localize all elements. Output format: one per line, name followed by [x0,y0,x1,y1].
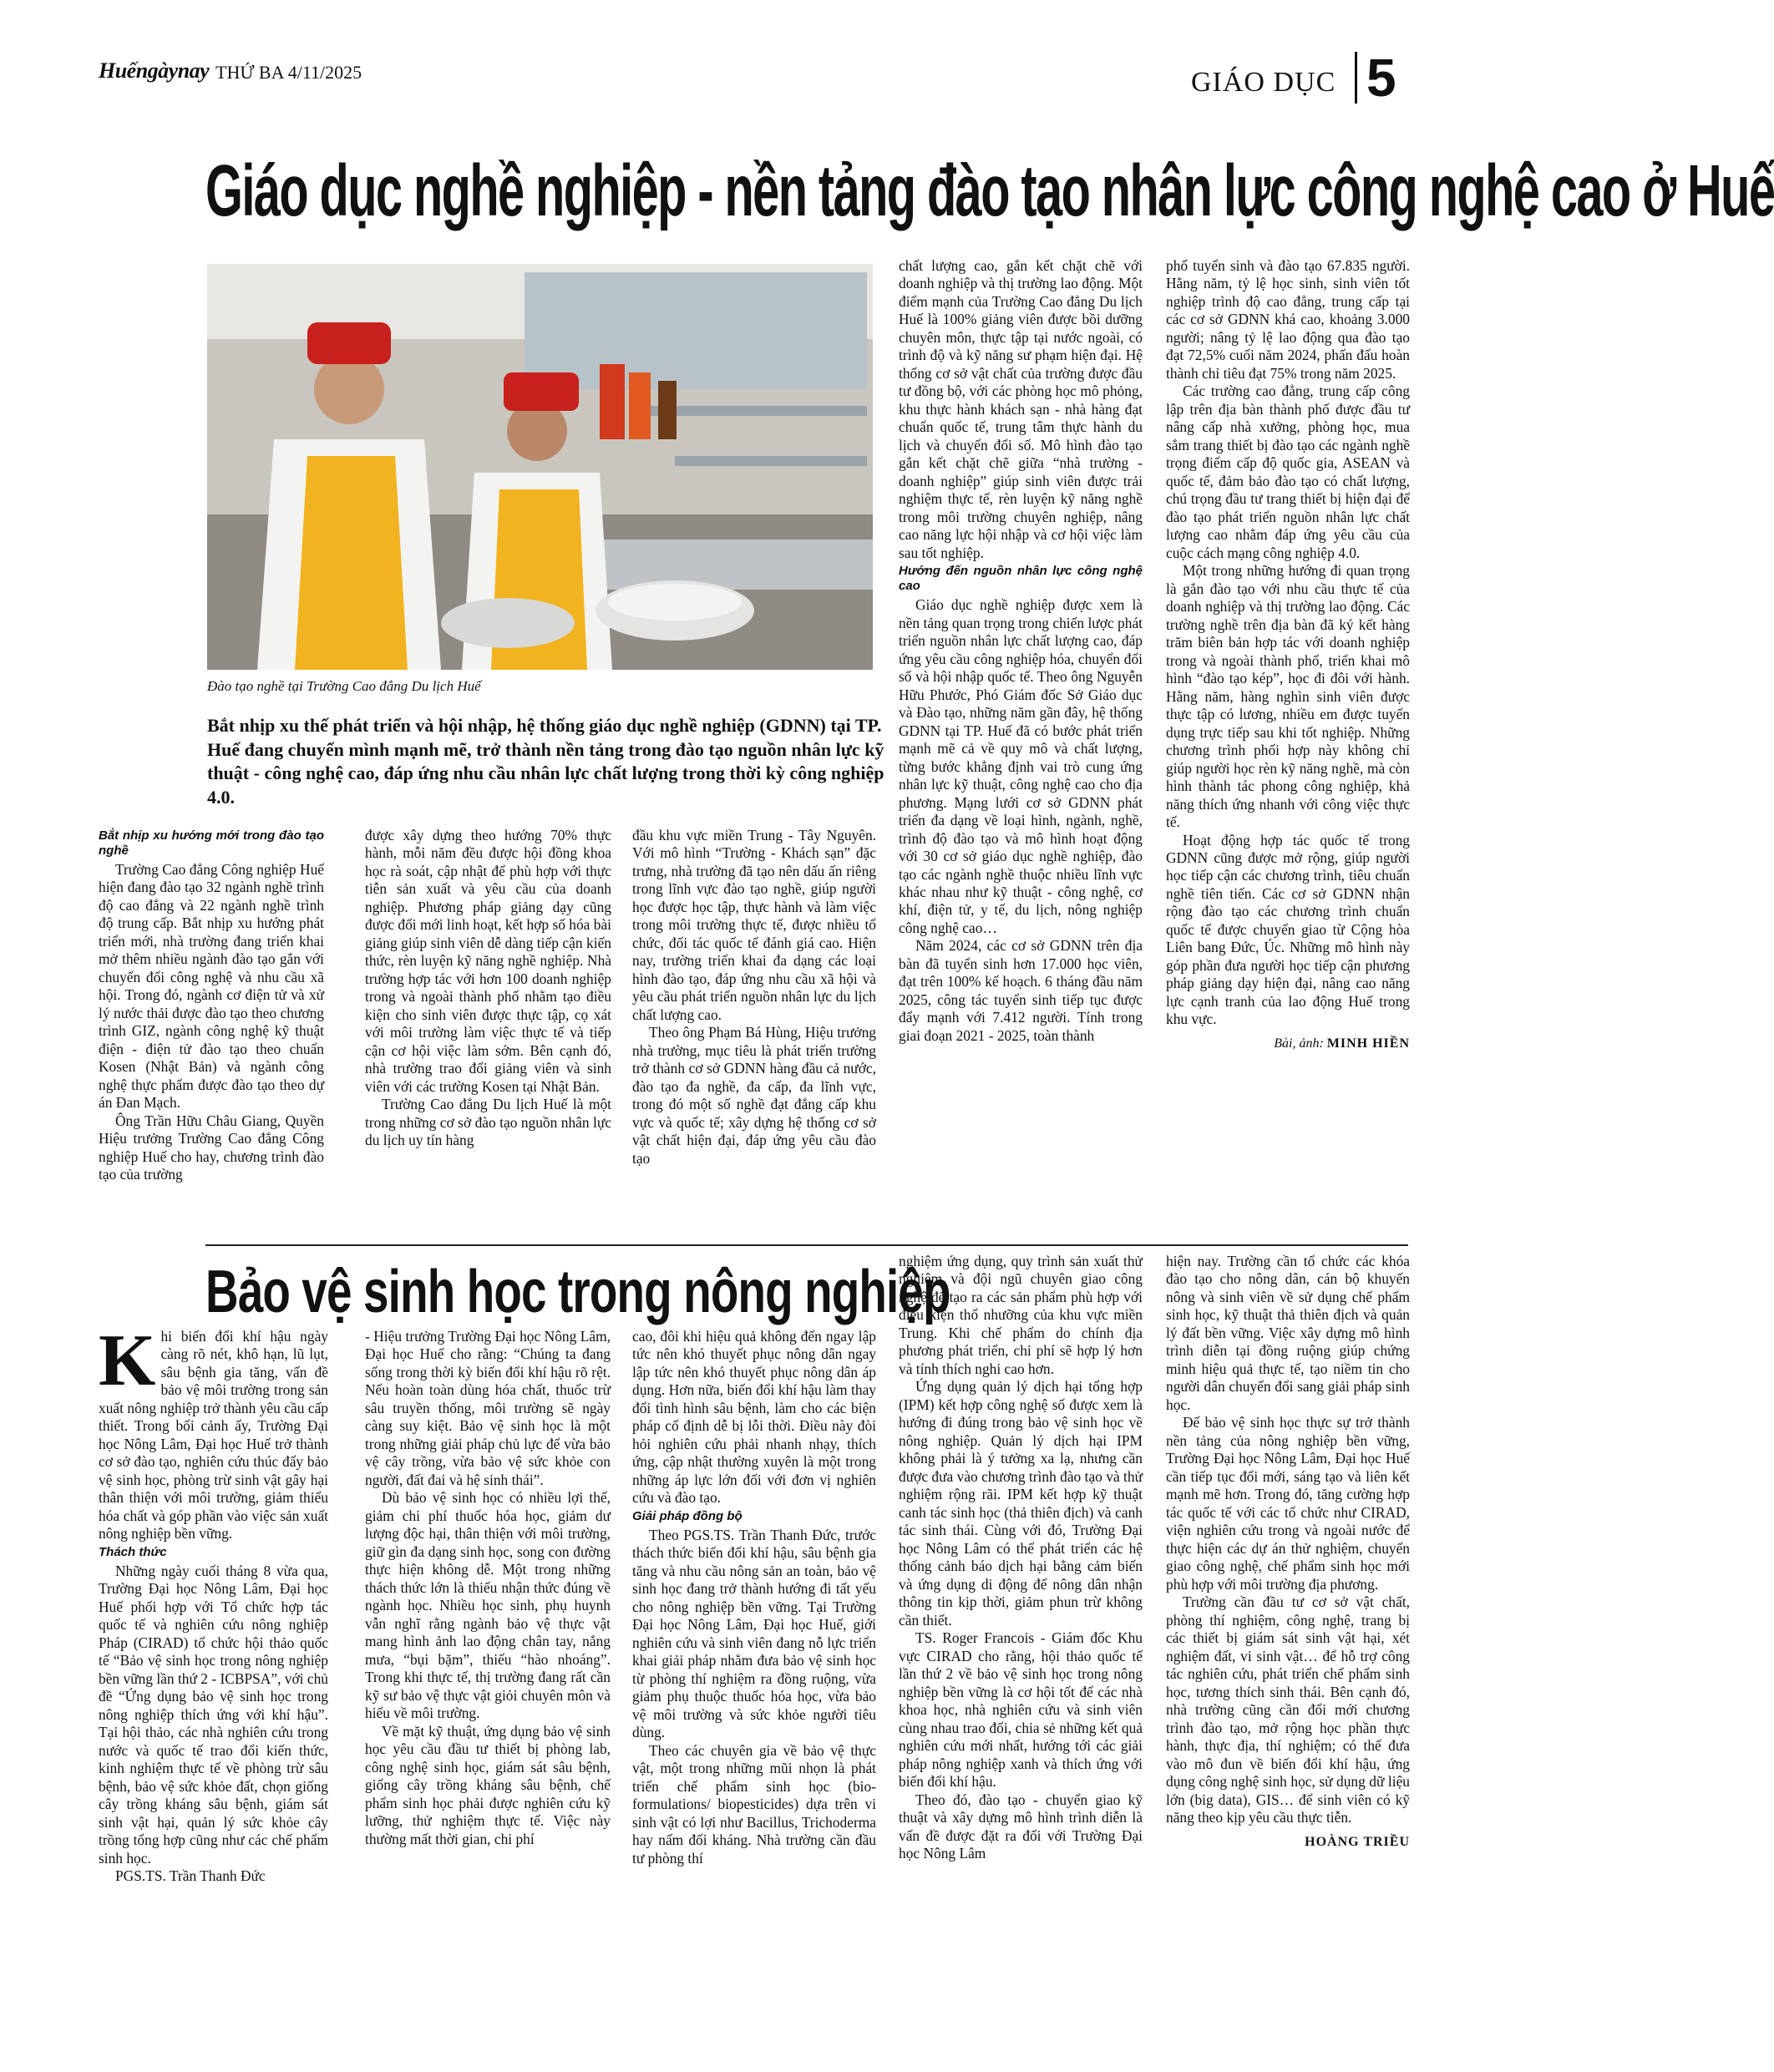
article2-paragraph: Theo đó, đào tạo - chuyển giao kỹ thuật và xây dựng mô hình trình diễn là vấn đề được đặt ra đối với Trường Đại học Nông Lâm [899,1791,1143,1862]
article1-paragraph: Theo ông Phạm Bá Hùng, Hiệu trưởng nhà trường, mục tiêu là phát triển trường trở thành cơ sở GDNN hàng đầu cả nước, đào tạo đa nghề, đa cấp, đa lĩnh vực, trong đó một số nghề đạt đẳng cấp khu vực và quốc tế; xây dựng hệ thống cơ sở vật chất hiện đại, đáp ứng yêu cầu đào tạo [632,1024,876,1167]
article2-paragraph: hiện nay. Trường cần tổ chức các khóa đào tạo cho nông dân, cán bộ khuyến nông và sinh viên về sử dụng chế phẩm sinh học, kỹ thuật thả thiên địch và quản lý đất bền vững. Việc xây dựng mô hình trình diễn tại đồng ruộng giúp chứng minh hiệu quả thực tế, tạo niềm tin cho người dân chuyển đổi sang giải pháp sinh học. [1166,1253,1410,1413]
article1-column-1 [99,827,324,1184]
header-divider [1355,52,1357,104]
article1-subhead-1: Bắt nhịp xu hướng mới trong đào tạo nghề [99,828,324,858]
section-label: GIÁO DỤC [1191,67,1336,98]
drop-cap: K [99,1320,156,1401]
article1-column-4 [899,257,1143,1045]
article2-paragraph: Theo các chuyên gia về bảo vệ thực vật, một trong những mũi nhọn là phát triển chế phẩm sinh học (bio-formulations/ biopesticides) dựa trên vi sinh vật có lợi như Bacillus, Trichoderma hay nấm đối kháng. Nhà trường cần đầu tư phòng thí [632,1741,876,1867]
article2-paragraph: Về mặt kỹ thuật, ứng dụng bảo vệ sinh học yêu cầu đầu tư thiết bị phòng lab, công nghệ sinh học, giám sát sâu bệnh, giống cây trồng kháng sâu bệnh, chế phẩm sinh học phải được nghiên cứu kỹ lưỡng, thử nghiệm thực tế. Việc này thường mất thời gian, chi phí [365,1722,611,1847]
article2-column-2 [365,1328,611,1848]
article2-paragraph: - Hiệu trưởng Trường Đại học Nông Lâm, Đại học Huế cho rằng: “Chúng ta đang sống trong thời kỳ biến đổi khí hậu rõ rệt. Nếu hoàn toàn dùng hóa chất, thuốc trừ sâu truyền thống, môi trường sẽ ngày càng suy kiệt. Bảo vệ sinh học là một trong những giải pháp chủ lực để vừa bảo vệ cây trồng, vừa bảo vệ sức khỏe con người, đất đai và hệ sinh thái”. [365,1328,611,1488]
article2-paragraph: Những ngày cuối tháng 8 vừa qua, Trường Đại học Nông Lâm, Đại học Huế phối hợp với Tổ chức hợp tác quốc tế và nghiên cứu nông nghiệp Pháp (CIRAD) tổ chức hội thảo quốc tế “Bảo vệ sinh học trong nông nghiệp bền vững lần thứ 2 - ICBPSA”, với chủ đề “Ứng dụng bảo vệ sinh học trong nông nghiệp thích ứng với khí hậu”. Tại hội thảo, các nhà nghiên cứu trong nước và quốc tế trao đổi kiến thức, kinh nghiệm thực tế về phòng trừ sâu bệnh, bảo vệ sức khỏe đất, chọn giống cây trồng kháng sâu bệnh, giám sát sinh vật hại, quản lý sức khỏe cây trồng tổng hợp cũng như các chế phẩm sinh học. [99,1562,328,1867]
article1-paragraph: Trường Cao đẳng Công nghiệp Huế hiện đang đào tạo 32 ngành nghề trình độ cao đẳng và 22 ngành nghề trình độ trung cấp. Bắt nhịp xu hướng phát triển mới, nhà trường đang triển khai mở thêm nhiều ngành đào tạo gắn với chuyển đổi công nghệ và nhu cầu xã hội. Trong đó, ngành cơ điện tử và xử lý nước thải được đào tạo theo chương trình GIZ, ngành công nghệ kỹ thuật điện - điện tử đào tạo theo chuẩn Kosen (Nhật Bản) và ngành công nghệ thực phẩm được đào tạo theo dự án Đan Mạch. [99,861,324,1112]
article2-subhead-1: Thách thức [99,1544,167,1559]
article2-paragraph: cao, đôi khi hiệu quả không đến ngay lập tức nên khó thuyết phục nông dân ngay lập tức nên khó thuyết phục nông dân áp dụng. Hơn nữa, biến đổi khí hậu làm thay đổi tình hình sâu bệnh, làm cho các biện pháp cố định dễ bị lỗi thời. Điều này đòi hỏi nghiên cứu phải nhanh nhạy, thích ứng, cập nhật thường xuyên là một trong những áp lực lớn đối với đơn vị nghiên cứu và đào tạo. [632,1328,876,1507]
article2-paragraph: Để bảo vệ sinh học thực sự trở thành nền tảng của nông nghiệp bền vững, Trường Đại học Nông Lâm, Đại học Huế cần tiếp tục đổi mới, sáng tạo và liên kết mạnh mẽ hơn. Trong đó, tăng cường hợp tác quốc tế với các tổ chức như CIRAD, viện nghiên cứu trong và ngoài nước để thực hiện các dự án thử nghiệm, chuyển giao công nghệ, chế phẩm sinh học mới phù hợp với môi trường địa phương. [1166,1414,1410,1593]
article1-column-2 [365,827,611,1150]
article1-paragraph: được xây dựng theo hướng 70% thực hành, mỗi năm đều được hội đồng khoa học rà soát, cập nhật để phù hợp với thực tiễn sản xuất và yêu cầu của doanh nghiệp. Phương pháp giảng dạy cũng được đổi mới linh hoạt, kết hợp số hóa bài giảng giúp sinh viên dễ dàng tiếp cận kiến thức, rèn luyện kỹ năng nghề nghiệp. Nhà trường hợp tác với hơn 100 doanh nghiệp trong và ngoài thành phố nhằm tạo điều kiện cho sinh viên được thực tập, cọ xát với môi trường làm việc thực tế và tiếp cận cơ hội việc làm sớm. Bên cạnh đó, nhà trường trao đổi giảng viên và sinh viên với các trường Kosen tại Nhật Bản. [365,827,611,1095]
article1-paragraph: Trường Cao đẳng Du lịch Huế là một trong những cơ sở đào tạo nguồn nhân lực du lịch uy tín hàng [365,1096,611,1149]
article1-column-3 [632,827,876,1168]
article2-subhead-2: Giải pháp đồng bộ [632,1508,743,1523]
article2-column-4 [899,1253,1143,1862]
article1-column-5 [1166,257,1410,1052]
article2-paragraph: nghiệm ứng dụng, quy trình sản xuất thử nghiệm và đội ngũ chuyên giao công nghệ để tạo ra các sản phẩm phù hợp với điều kiện thổ nhưỡng của khu vực miền Trung. Khi chế phẩm do chính địa phương phát triển, chi phí sẽ hợp lý hơn và tính thích nghi cao hơn. [899,1253,1143,1377]
article1-paragraph: Năm 2024, các cơ sở GDNN trên địa bàn đã tuyển sinh hơn 17.000 học viên, đạt trên 100% kế hoạch. 6 tháng đầu năm 2025, công tác tuyển sinh tiếp tục được đẩy mạnh với 7.412 người. Tính trong giai đoạn 2021 - 2025, toàn thành [899,937,1143,1044]
article1-paragraph: Một trong những hướng đi quan trọng là gắn đào tạo với nhu cầu thực tế của doanh nghiệp và thị trường lao động. Các trường nghề trên địa bàn đã ký kết hàng trăm biên bản hợp tác với doanh nghiệp trong và ngoài thành phố, triển khai mô hình “đào tạo kép”, học đi đôi với hành. Hằng năm, hàng nghìn sinh viên được thực tập có lương, nhiều em được tuyển dụng trực tiếp sau khi tốt nghiệp. Những chương trình phối hợp này không chỉ giúp người học rèn kỹ năng nghề, mà còn hình thành tác phong công nghiệp, khả năng thích ứng nhanh với công việc thực tế. [1166,562,1410,831]
article1-paragraph: chất lượng cao, gắn kết chặt chẽ với doanh nghiệp và thị trường lao động. Một điểm mạnh của Trường Cao đẳng Du lịch Huế là 100% giảng viên được bồi dưỡng chuyên môn, thực tập tại nước ngoài, có trình độ và kỹ năng sư phạm hiện đại. Hệ thống cơ sở vật chất của trường được đầu tư đồng bộ, với các phòng học mô phỏng, khu thực hành khách sạn - nhà hàng đạt chuẩn quốc tế, trung tâm thực hành du lịch và chuyển đổi số. Mô hình đào tạo gắn kết chặt chẽ giữa “nhà trường - doanh nghiệp” giúp sinh viên được trải nghiệm thực tế, rèn luyện kỹ năng nghề trong môi trường chuyên nghiệp, nâng cao năng lực hội nhập và cơ hội việc làm sau tốt nghiệp. [899,257,1143,561]
masthead-logo: Huếngàynay [99,58,210,83]
article1-paragraph: Hoạt động hợp tác quốc tế trong GDNN cũng được mở rộng, giúp người học tiếp cận các chương trình, tiêu chuẩn nghề tiên tiến. Các cơ sở GDNN nhận rộng đào tạo các chương trình chuẩn quốc tế được chuyển giao từ Cộng hòa Liên bang Đức, Úc. Những mô hình này góp phần đưa người học tiếp cận phương pháp giảng dạy hiện đại, nâng cao năng lực cạnh tranh của lao động Huế trong khu vực. [1166,831,1410,1028]
article2-paragraph: Theo PGS.TS. Trần Thanh Đức, trước thách thức biến đổi khí hậu, sâu bệnh gia tăng và nhu cầu nông sản an toàn, bảo vệ sinh học đang trở thành hướng đi tất yếu cho nông nghiệp bền vững. Tại Trường Đại học Nông Lâm, Đại học Huế, giới nghiên cứu và sinh viên đang nỗ lực triển khai giải pháp nhằm đưa bảo vệ sinh học từ phòng thí nghiệm ra đồng ruộng, vừa giảm phụ thuộc thuốc hóa học, vừa bảo vệ môi trường và sức khỏe người tiêu dùng. [632,1526,876,1741]
article1-paragraph: đầu khu vực miền Trung - Tây Nguyên. Với mô hình “Trường - Khách sạn” đặc trưng, nhà trường đã tạo nên dấu ấn riêng trong lĩnh vực đào tạo nghề, giúp người học được học tập, thực hành và làm việc trong môi trường thực tế, được nhiều tổ chức, đối tác quốc tế đánh giá cao. Hiện nay, trường triển khai đa dạng các loại hình đào tạo, đáp ứng nhu cầu xã hội và yêu cầu phát triển nguồn nhân lực du lịch chất lượng cao. [632,827,876,1023]
article2-column-3 [632,1328,876,1867]
article2-paragraph: TS. Roger Francois - Giám đốc Khu vực CIRAD cho rằng, hội thảo quốc tế lần thứ 2 về bảo vệ sinh học trong nông nghiệp bền vững là cơ hội tốt để các nhà khoa học, nhà nghiên cứu và sinh viên cùng nhau trao đổi, chia sẻ những kết quả nghiên cứu mới nhất, hướng tới các giải pháp nông nghiệp xanh và thích ứng với biến đổi khí hậu. [899,1629,1143,1791]
article2-paragraph: Trường cần đầu tư cơ sở vật chất, phòng thí nghiệm, công nghệ, trang bị các thiết bị giám sát sinh vật hại, xét nghiệm đất, vi sinh vật… để hỗ trợ công tác nghiên cứu, phát triển chế phẩm sinh học, tương thích sinh thái. Bên cạnh đó, nhà trường cũng cần đổi mới chương trình đào tạo, mở rộng học phần thực hành, thực địa, thí nghiệm; có thể đưa vào mô đun về biến đổi khí hậu, ứng dụng công nghệ sinh học, sử dụng dữ liệu lớn (big data), GIS… để sinh viên có kỹ năng theo kịp yêu cầu thực tiễn. [1166,1593,1410,1826]
article2-paragraph: PGS.TS. Trần Thanh Đức [115,1867,266,1885]
article2-byline: HOÀNG TRIỀU [1305,1834,1410,1849]
article2-title: Bảo vệ sinh học trong nông nghiệp [205,1257,950,1325]
article-separator [205,1244,1408,1246]
article2-paragraph: Ứng dụng quản lý dịch hại tổng hợp (IPM) kết hợp công nghệ số được xem là hướng đi đúng trong bảo vệ sinh học về nông nghiệp. Quản lý dịch hại IPM không phải là ý tưởng xa lạ, nhưng cần được đưa vào chương trình đào tạo và thử nghiệm rộng rãi. IPM kết hợp kỹ thuật canh tác sinh học (thả thiên địch) và canh tác sinh thái. Cùng với đó, Trường Đại học Nông Lâm có thể phát triển các hệ thống cảnh báo dịch hại bằng cảm biến và ứng dụng di động để nông dân nhận thông tin kịp thời, giảm phun trừ không cần thiết. [899,1378,1143,1629]
article1-photo [207,264,873,670]
article1-title: Giáo dục nghề nghiệp - nền tảng đào tạo nhân lực công nghệ cao ở Huế [205,149,1774,232]
article1-paragraph: Giáo dục nghề nghiệp được xem là nền tảng quan trọng trong chiến lược phát triển nguồn nhân lực chất lượng cao, đáp ứng yêu cầu công nghiệp hóa, chuyển đổi số và hội nhập quốc tế. Theo ông Nguyễn Hữu Phước, Phó Giám đốc Sở Giáo dục và Đào tạo, những năm gần đây, hệ thống GDNN tại TP. Huế đã có bước phát triển mạnh mẽ cả về quy mô và chất lượng, từng bước khẳng định vai trò cung ứng nhân lực kỹ thuật, công nghệ cao cho địa phương. Mạng lưới cơ sở GDNN phát triển đa dạng về loại hình, ngành, nghề, trình độ đào tạo và mô hình hoạt động với 30 cơ sở giáo dục nghề nghiệp, đào tạo các ngành nghề thuộc nhiều lĩnh vực khác nhau như kỹ thuật - công nghệ, cơ khí, điện tử, y tế, du lịch, nông nghiệp công nghệ cao… [899,596,1143,936]
article1-caption: Đào tạo nghề tại Trường Cao đẳng Du lịch Huế [207,678,481,694]
article1-paragraph: Ông Trần Hữu Châu Giang, Quyền Hiệu trưởng Trường Cao đẳng Công nghiệp Huế cho hay, chương trình đào tạo của trường [99,1112,324,1183]
article2-column-5 [1166,1253,1410,1850]
article2-column-1 [99,1320,328,1886]
article1-subhead-2: Hướng đến nguồn nhân lực công nghệ cao [899,564,1143,594]
kitchen-photo-illustration [207,264,873,670]
article2-paragraph: Dù bảo vệ sinh học có nhiều lợi thế, giảm chi phí thuốc hóa học, giảm dư lượng độc hại, thân thiện với môi trường, giữ gìn đa dạng sinh học, song con đường thực hiện không dễ. Một trong những thách thức lớn là thiếu nhận thức đúng về ngành học. Nhiều học sinh, phụ huynh vẫn nghĩ rằng ngành bảo vệ thực vật mang hình ảnh lao động chân tay, nắng mưa, “bụi bặm”, thiếu “hào nhoáng”. Trong khi thực tế, thị trường đang rất cần kỹ sư bảo vệ thực vật giỏi chuyên môn và hiểu về môi trường. [365,1489,611,1722]
article1-lead: Bắt nhịp xu thế phát triển và hội nhập, hệ thống giáo dục nghề nghiệp (GDNN) tại TP. Huế đang chuyển mình mạnh mẽ, trở thành nền tảng trong đào tạo nguồn nhân lực kỹ thuật - công nghệ cao, đáp ứng nhu cầu nhân lực chất lượng trong thời kỳ công nghiệp 4.0. [207,715,884,808]
article1-paragraph: phố tuyển sinh và đào tạo 67.835 người. Hằng năm, tỷ lệ học sinh, sinh viên tốt nghiệp trình độ cao đẳng, trung cấp tại các cơ sở GDNN khá cao, khoảng 3.000 người; nâng tỷ lệ lao động qua đào tạo đạt 72,5% cuối năm 2024, phấn đấu hoàn thành chỉ tiêu đạt 75% trong năm 2025. [1166,257,1410,382]
article2-paragraph: Khi biến đổi khí hậu ngày càng rõ nét, khô hạn, lũ lụt, sâu bệnh gia tăng, vấn đề bảo vệ môi trường trong sản xuất nông nghiệp trở thành yêu cầu cấp thiết. Trong bối cảnh ấy, Trường Đại học Nông Lâm, Đại học Huế trở thành cơ sở đào tạo, nghiên cứu thúc đẩy bảo vệ sinh học, phòng trừ sinh vật gây hại thân thiện với môi trường, giảm thiểu hóa chất và góp phần vào việc sản xuất nông nghiệp bền vững. [99,1320,328,1543]
article1-paragraph: Các trường cao đẳng, trung cấp công lập trên địa bàn thành phố được đầu tư nâng cấp nhà xưởng, phòng học, mua sắm trang thiết bị đào tạo các ngành nghề trọng điểm cấp độ quốc gia, ASEAN và quốc tế, đảm bảo đào tạo có chất lượng, chú trọng đầu tư trang thiết bị hiện đại để đào tạo phát triển nguồn nhân lực chất lượng cao nhằm đáp ứng yêu cầu của cuộc cách mạng công nghiệp 4.0. [1166,382,1410,561]
page-number: 5 [1366,48,1396,108]
article1-byline: Bài, ảnh: MINH HIỀN [1274,1036,1410,1051]
issue-date: THỨ BA 4/11/2025 [215,62,362,83]
